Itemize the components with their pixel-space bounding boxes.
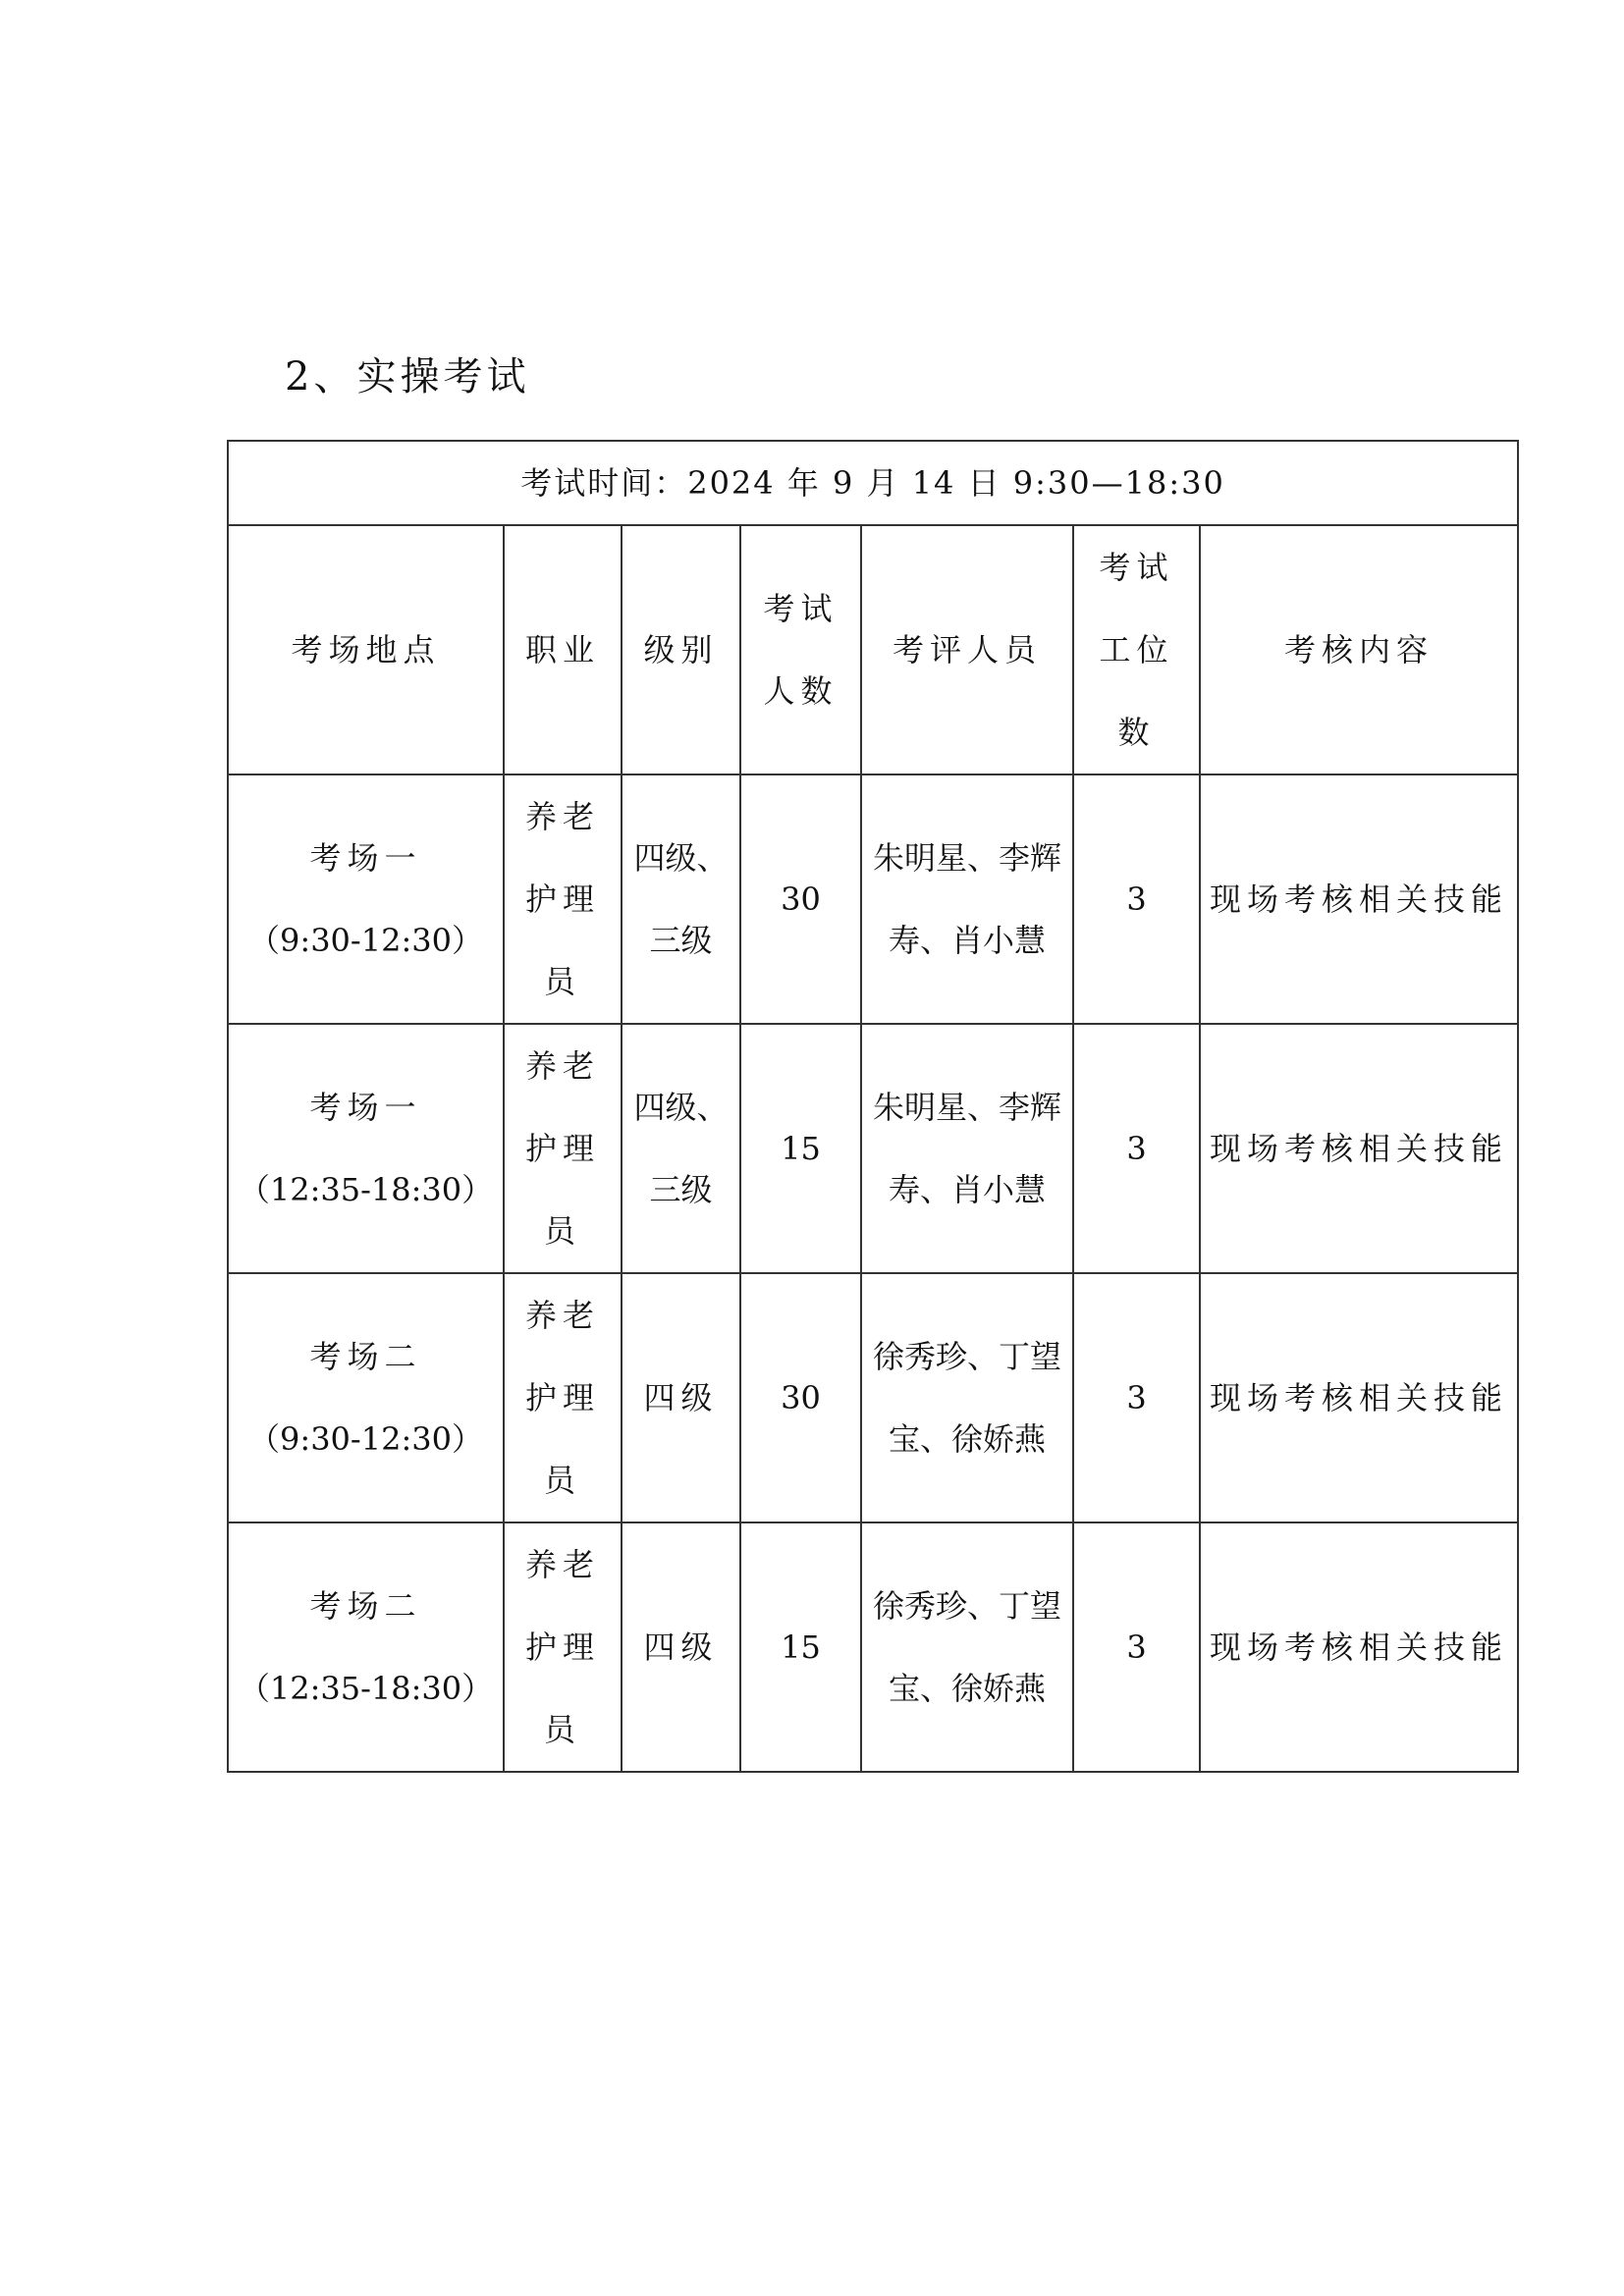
occupation-cell: 养老 护理 员 xyxy=(504,1522,622,1772)
exam-time-title: 考试时间：2024 年 9 月 14 日 9:30—18:30 xyxy=(228,441,1518,525)
content-cell: 现场考核相关技能 xyxy=(1200,774,1518,1024)
header-row xyxy=(228,525,1518,774)
count-cell: 15 xyxy=(740,1024,861,1273)
header-location: 考场地点 xyxy=(228,525,504,774)
stations-cell: 3 xyxy=(1073,1024,1200,1273)
content-cell: 现场考核相关技能 xyxy=(1200,1522,1518,1772)
header-count: 考试 人数 xyxy=(740,525,861,774)
table-row xyxy=(228,1522,1518,1772)
room-cell: 考场一 （12:35-18:30） xyxy=(228,1024,504,1273)
room-cell: 考场二 （12:35-18:30） xyxy=(228,1522,504,1772)
occupation-cell: 养老 护理 员 xyxy=(504,1024,622,1273)
room-cell: 考场二 （9:30-12:30） xyxy=(228,1273,504,1522)
header-stations: 考试 工位 数 xyxy=(1073,525,1200,774)
examiners-cell: 徐秀珍、丁望 宝、徐娇燕 xyxy=(861,1522,1073,1772)
occupation-cell: 养老 护理 员 xyxy=(504,1273,622,1522)
stations-cell: 3 xyxy=(1073,1273,1200,1522)
content-cell: 现场考核相关技能 xyxy=(1200,1273,1518,1522)
table-row xyxy=(228,1024,1518,1273)
content-cell: 现场考核相关技能 xyxy=(1200,1024,1518,1273)
exam-schedule-table xyxy=(227,440,1519,1773)
header-level: 级别 xyxy=(622,525,740,774)
examiners-cell: 朱明星、李辉 寿、肖小慧 xyxy=(861,1024,1073,1273)
level-cell: 四级、 三级 xyxy=(622,774,740,1024)
count-cell: 30 xyxy=(740,1273,861,1522)
stations-cell: 3 xyxy=(1073,774,1200,1024)
count-cell: 30 xyxy=(740,774,861,1024)
occupation-cell: 养老 护理 员 xyxy=(504,774,622,1024)
table-row xyxy=(228,1273,1518,1522)
room-cell: 考场一 （9:30-12:30） xyxy=(228,774,504,1024)
header-examiners: 考评人员 xyxy=(861,525,1073,774)
level-cell: 四级、 三级 xyxy=(622,1024,740,1273)
stations-cell: 3 xyxy=(1073,1522,1200,1772)
level-cell: 四级 xyxy=(622,1273,740,1522)
section-heading: 2、实操考试 xyxy=(285,354,530,400)
examiners-cell: 朱明星、李辉 寿、肖小慧 xyxy=(861,774,1073,1024)
examiners-cell: 徐秀珍、丁望 宝、徐娇燕 xyxy=(861,1273,1073,1522)
table-row xyxy=(228,774,1518,1024)
header-occupation: 职业 xyxy=(504,525,622,774)
header-content: 考核内容 xyxy=(1200,525,1518,774)
level-cell: 四级 xyxy=(622,1522,740,1772)
count-cell: 15 xyxy=(740,1522,861,1772)
